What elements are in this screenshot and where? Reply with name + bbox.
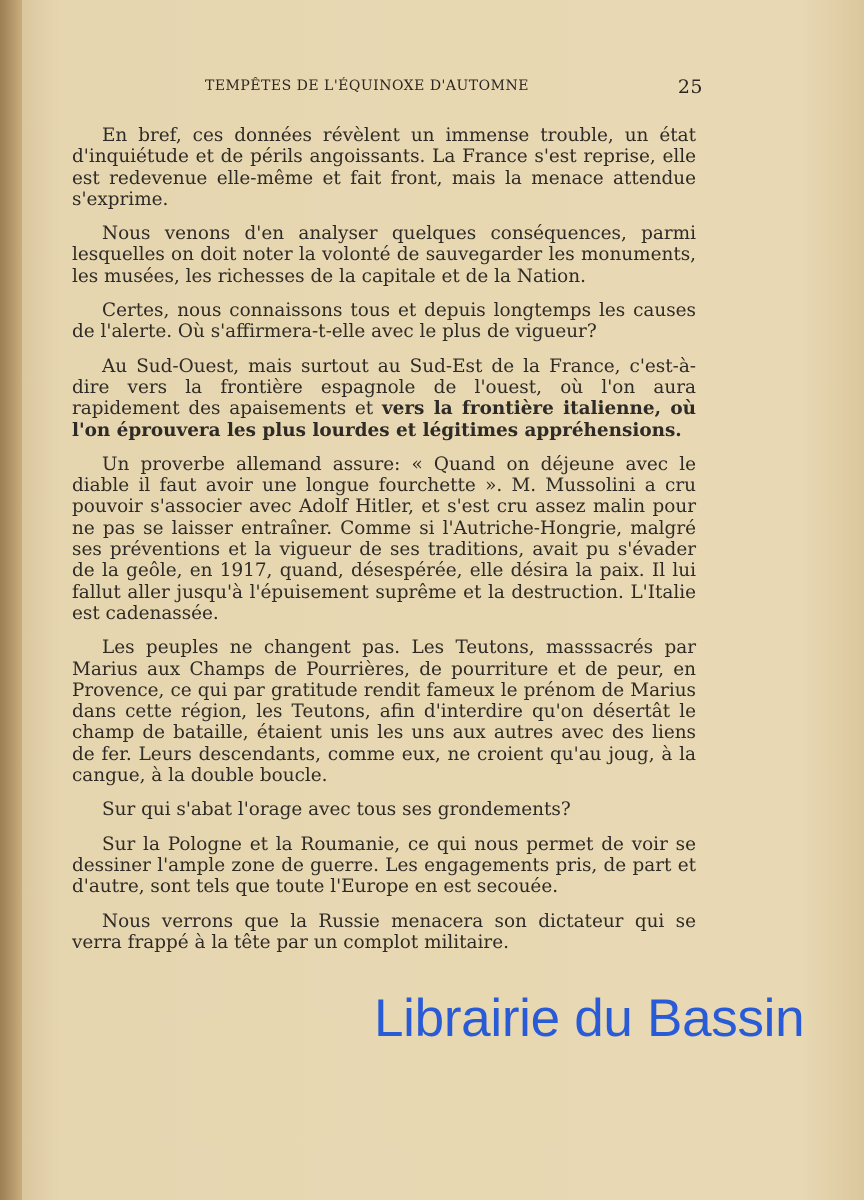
paragraph-3: Certes, nous connaissons tous et depuis longtemps les causes de l'alerte. Où s'affirmera-t-elle avec le plus de vigueur?: [72, 300, 696, 343]
seller-watermark: Librairie du Bassin: [374, 989, 805, 1048]
paragraph-2: Nous venons d'en analyser quelques conséquences, parmi lesquelles on doit noter la volonté de sauvegarder les monuments, les musées, les richesses de la capitale et de la Nation.: [72, 223, 696, 287]
paragraph-5: Un proverbe allemand assure: « Quand on déjeune avec le diable il faut avoir une longue fourchette ». M. Mussolini a cru pouvoir s'associer avec Adolf Hitler, et s'est cru assez malin pour ne pas se laisser entraîner. Comme si l'Autriche-Hongrie, malgré ses préventions et la vigueur de ses traditions, avait pu s'évader de la geôle, en 1917, quand, désespérée, elle désira la paix. Il lui fallut aller jusqu'à l'épuisement suprême et la destruction. L'Italie est cadenassée.: [72, 453, 696, 624]
page-gutter: [0, 0, 22, 1200]
paragraph-4: [72, 356, 696, 441]
paragraph-4-text: Au Sud-Ouest, mais surtout au Sud-Est de la France, c'est-à-dire vers la frontière espagnole de l'ouest, où l'on aura rapidement des apaisements et: [72, 355, 696, 420]
paragraph-7: Sur qui s'abat l'orage avec tous ses grondements?: [102, 799, 571, 821]
paragraph-1: En bref, ces données révèlent un immense trouble, un état d'inquiétude et de périls angoissants. La France s'est reprise, elle est redevenue elle-même et fait front, mais la menace attendue s'exprime.: [72, 125, 696, 210]
running-title: TEMPÊTES DE L'ÉQUINOXE D'AUTOMNE: [205, 78, 529, 94]
running-header: [205, 76, 703, 104]
page-number: 25: [677, 76, 703, 98]
paragraph-8: Sur la Pologne et la Roumanie, ce qui nous permet de voir se dessiner l'ample zone de guerre. Les engagements pris, de part et d'autre, sont tels que toute l'Europe en est secouée.: [72, 833, 696, 898]
paragraph-6: Les peuples ne changent pas. Les Teutons, masssacrés par Marius aux Champs de Pourrières, de pourriture et de peur, en Provence, ce qui par gratitude rendit fameux le prénom de Marius dans cette région, les Teutons, afin d'interdire qu'on désertât le champ de bataille, étaient unis les uns aux autres avec des liens de fer. Leurs descendants, comme eux, ne croient qu'au joug, à la cangue, à la double boucle.: [72, 637, 696, 787]
paragraph-9: Nous verrons que la Russie menacera son dictateur qui se verra frappé à la tête par un complot militaire.: [72, 910, 696, 953]
paragraph-4-bold: vers la frontière italienne, où l'on éprouvera les plus lourdes et légitimes appréhensions.: [72, 398, 696, 441]
body-text: [72, 125, 696, 966]
